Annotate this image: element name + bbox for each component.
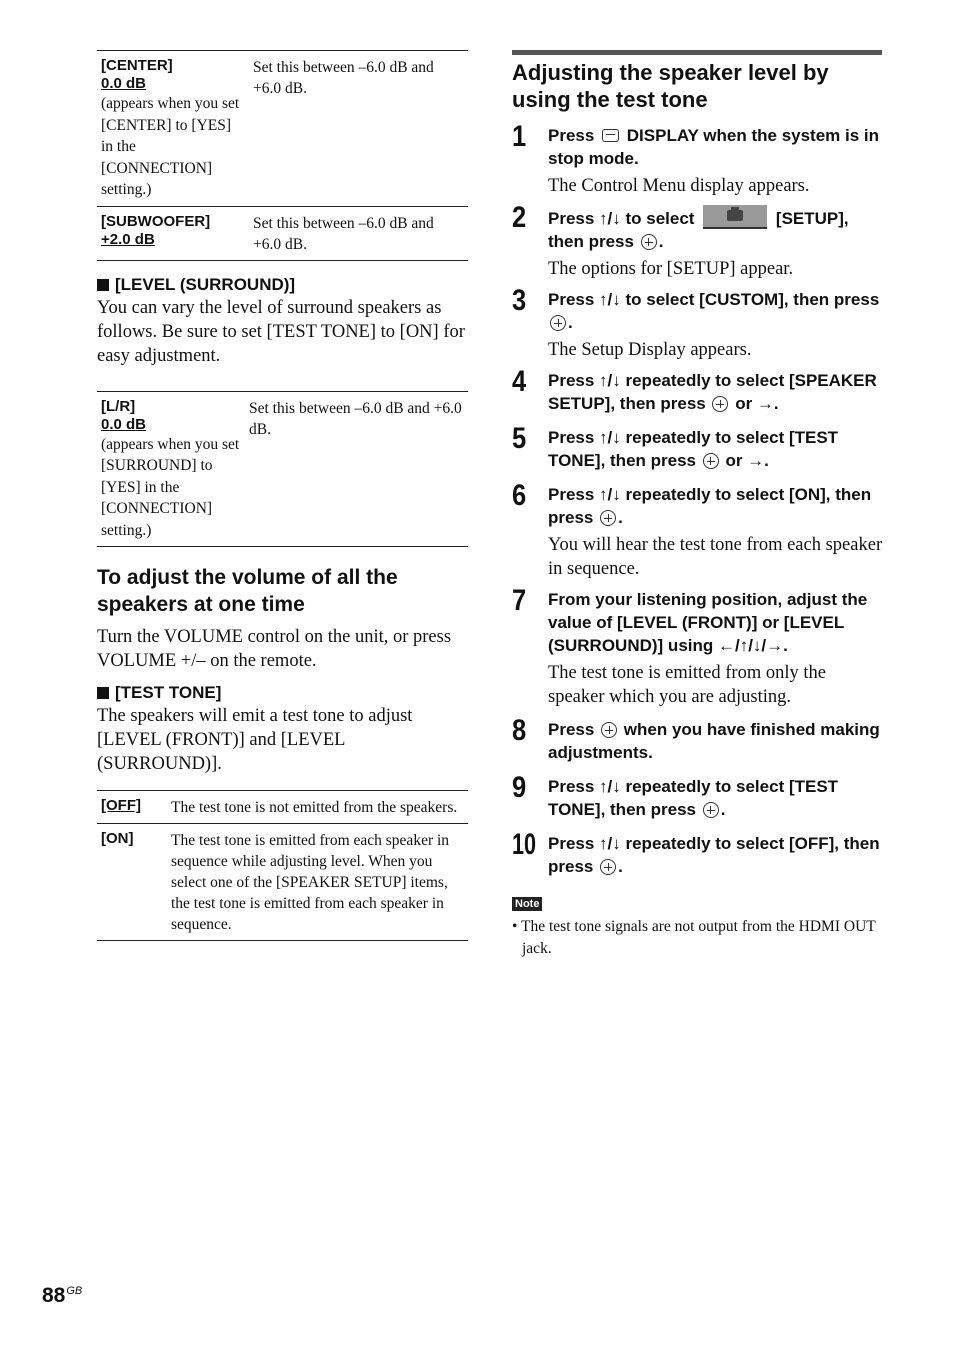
default-value: 0.0 dB (101, 75, 147, 92)
step-result: You will hear the test tone from each speaker in sequence. (548, 535, 883, 579)
step-1 (512, 120, 884, 198)
section-heading: Adjusting the speaker level by using the test tone (512, 60, 829, 112)
option-name: [ON] (101, 830, 134, 847)
step-result: The options for [SETUP] appear. (548, 259, 794, 279)
step-9 (512, 771, 884, 821)
section-rule (512, 50, 882, 55)
step-result: The Control Menu display appears. (548, 176, 810, 196)
step-6 (512, 479, 884, 581)
step-number: 6 (512, 479, 527, 512)
step-number: 3 (512, 284, 527, 317)
step-number: 4 (512, 365, 527, 398)
default-value: +2.0 dB (101, 230, 155, 248)
note-badge: Note (512, 897, 542, 911)
enter-circle-icon (712, 396, 728, 412)
step-instruction: Press ↑/↓ repeatedly to select [ON], then press . (548, 485, 872, 527)
step-number: 2 (512, 201, 527, 234)
step-instruction: Press DISPLAY when the system is in stop mode. (548, 126, 880, 168)
step-instruction: Press ↑/↓ repeatedly to select [OFF], then press . (548, 834, 880, 876)
left-column (97, 50, 468, 941)
step-instruction: Press ↑/↓ repeatedly to select [TEST TONE], then press . (548, 777, 839, 819)
setting-range: Set this between –6.0 dB and +6.0 dB. (253, 59, 434, 97)
note-section (512, 894, 884, 960)
step-instruction: Press when you have finished making adjustments. (548, 720, 880, 762)
step-5 (512, 422, 884, 472)
step-number: 7 (512, 584, 527, 617)
step-instruction: Press ↑/↓ repeatedly to select [SPEAKER SETUP], then press or →. (548, 371, 877, 413)
table-row (97, 206, 468, 260)
step-number: 9 (512, 771, 527, 804)
enter-circle-icon (550, 315, 566, 331)
note-text: • The test tone signals are not output from the HDMI OUT jack. (512, 918, 876, 957)
test-tone-body: The speakers will emit a test tone to adjust [LEVEL (FRONT)] and [LEVEL (SURROUND)]. (97, 706, 413, 774)
page-suffix: GB (66, 1285, 83, 1297)
adjust-all-body: Turn the VOLUME control on the unit, or press VOLUME +/– on the remote. (97, 627, 452, 671)
enter-circle-icon (601, 722, 617, 738)
table-row (97, 51, 468, 207)
display-button-icon (602, 129, 619, 142)
option-name: [OFF] (101, 797, 141, 814)
setup-toolbox-icon (703, 205, 767, 229)
step-4 (512, 365, 884, 415)
right-column (512, 50, 884, 960)
step-10 (512, 828, 884, 878)
table-row (97, 791, 468, 824)
steps-list (512, 120, 884, 878)
setting-note: (appears when you set [CENTER] to [YES] in the [CONNECTION] setting.) (101, 95, 240, 198)
enter-circle-icon (600, 859, 616, 875)
adjust-all-section (97, 564, 468, 673)
level-surround-heading: [LEVEL (SURROUND)] (97, 275, 468, 295)
step-8 (512, 714, 884, 764)
lr-table (97, 391, 468, 548)
step-number: 5 (512, 422, 527, 455)
step-number: 8 (512, 714, 527, 747)
test-tone-section (97, 683, 468, 776)
step-2 (512, 201, 884, 281)
table-row (97, 391, 468, 547)
step-3 (512, 284, 884, 362)
step-number: 10 (512, 828, 537, 861)
square-bullet-icon (97, 279, 109, 291)
enter-circle-icon (641, 234, 657, 250)
test-tone-heading: [TEST TONE] (97, 683, 468, 703)
setting-name: [L/R] (101, 397, 136, 415)
default-value: 0.0 dB (101, 415, 147, 433)
square-bullet-icon (97, 687, 109, 699)
option-description: The test tone is not emitted from the speakers. (171, 799, 458, 816)
center-subwoofer-table (97, 50, 468, 261)
level-surround-section (97, 275, 468, 368)
step-number: 1 (512, 120, 527, 153)
page-number: $88^{GB}$ (42, 1284, 83, 1307)
test-tone-table (97, 790, 468, 941)
setting-range: Set this between –6.0 dB and +6.0 dB. (253, 214, 434, 253)
step-instruction: Press ↑/↓ to select [CUSTOM], then press . (548, 290, 880, 332)
setting-name: [SUBWOOFER] (101, 212, 211, 230)
setting-note: (appears when you set [SURROUND] to [YES] in the [CONNECTION] setting.) (101, 435, 240, 539)
enter-circle-icon (600, 510, 616, 526)
step-7 (512, 584, 884, 709)
level-surround-body: You can vary the level of surround speakers as follows. Be sure to set [TEST TONE] to [ON] for easy adjustment. (97, 297, 465, 366)
step-instruction: From your listening position, adjust the value of [LEVEL (FRONT)] or [LEVEL (SURROUND)] using ←/↑/↓/→. (548, 590, 868, 655)
table-row (97, 824, 468, 941)
enter-circle-icon (703, 802, 719, 818)
enter-circle-icon (703, 453, 719, 469)
setting-range: Set this between –6.0 dB and +6.0 dB. (249, 399, 462, 438)
step-result: The Setup Display appears. (548, 340, 752, 360)
step-instruction: Press ↑/↓ repeatedly to select [TEST TONE], then press or →. (548, 428, 839, 470)
option-description: The test tone is emitted from each speaker in sequence while adjusting level. When you select one of the [SPEAKER SETUP] items, the test tone is emitted from each speaker in sequence. (171, 832, 450, 933)
adjust-all-heading: To adjust the volume of all the speakers at one time (97, 566, 398, 616)
step-result: The test tone is emitted from only the speaker which you are adjusting. (548, 663, 826, 707)
setting-name: [CENTER] (101, 57, 173, 74)
step-instruction: Press ↑/↓ to select [SETUP], then press . (548, 205, 884, 253)
